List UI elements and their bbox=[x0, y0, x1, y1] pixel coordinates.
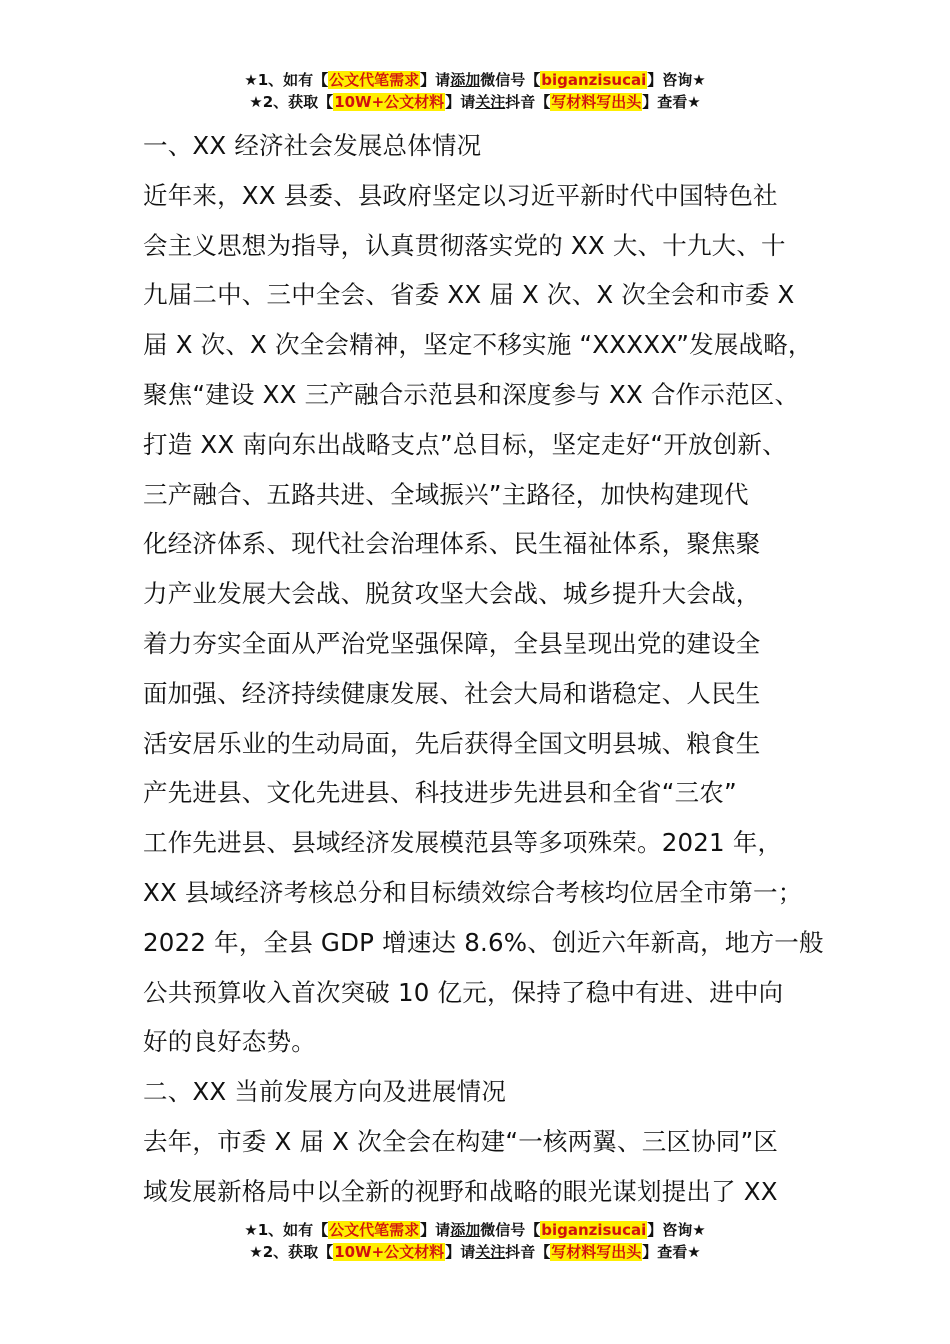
banner-text: 】请 bbox=[445, 1243, 476, 1261]
banner-text: 关注 bbox=[475, 1243, 506, 1261]
douyin-account[interactable]: 写材料写出头 bbox=[551, 93, 642, 111]
banner-text: 】请 bbox=[420, 71, 451, 89]
banner-row-1 bbox=[0, 70, 950, 92]
text-line: 工作先进县、县域经济发展模范县等多项殊荣。2021 年， bbox=[143, 828, 783, 858]
banner-text: 】请 bbox=[445, 93, 476, 111]
banner-text: 微信号【 bbox=[480, 71, 541, 89]
text-line: 会主义思想为指导，认真贯彻落实党的 XX 大、十九大、十 bbox=[143, 230, 786, 260]
wechat-id[interactable]: biganzisucai bbox=[541, 1221, 647, 1239]
document-body bbox=[143, 121, 833, 1217]
banner-text: 抖音【 bbox=[505, 93, 551, 111]
banner-row-1 bbox=[0, 1220, 950, 1242]
text-line: 公共预算收入首次突破 10 亿元，保持了稳中有进、进中向 bbox=[143, 977, 784, 1007]
text-line: 产先进县、文化先进县、科技进步先进县和全省“三农” bbox=[143, 778, 737, 808]
banner-text: 】查看★ bbox=[642, 93, 701, 111]
text-line: 力产业发展大会战、脱贫攻坚大会战、城乡提升大会战， bbox=[143, 579, 761, 609]
highlight-service: 公文代笔需求 bbox=[329, 71, 420, 89]
banner-text: ★1、如有【 bbox=[244, 1221, 329, 1239]
banner-text: 】咨询★ bbox=[647, 71, 706, 89]
text-line: 着力夯实全面从严治党坚强保障，全县呈现出党的建设全 bbox=[143, 628, 761, 658]
highlight-materials: 10W+公文材料 bbox=[334, 1243, 445, 1261]
text-line: 九届二中、三中全会、省委 XX 届 X 次、X 次全会和市委 X bbox=[143, 280, 795, 310]
banner-text: 关注 bbox=[475, 93, 506, 111]
banner-text: ★2、获取【 bbox=[249, 1243, 334, 1261]
banner-row-2 bbox=[0, 92, 950, 114]
text-line: 去年，市委 X 届 X 次全会在构建“一核两翼、三区协同”区 bbox=[143, 1126, 779, 1156]
highlight-materials: 10W+公文材料 bbox=[334, 93, 445, 111]
banner-text: 】查看★ bbox=[642, 1243, 701, 1261]
text-line: 2022 年，全县 GDP 增速达 8.6%、创近六年新高，地方一般 bbox=[143, 927, 824, 957]
wechat-id[interactable]: biganzisucai bbox=[541, 71, 647, 89]
text-line: 近年来，XX 县委、县政府坚定以习近平新时代中国特色社 bbox=[143, 180, 778, 210]
text-line: 活安居乐业的生动局面，先后获得全国文明县城、粮食生 bbox=[143, 728, 761, 758]
text-line: 域发展新格局中以全新的视野和战略的眼光谋划提出了 XX bbox=[143, 1176, 778, 1206]
text-line: 三产融合、五路共进、全域振兴”主路径，加快构建现代 bbox=[143, 479, 749, 509]
section-heading: 二、XX 当前发展方向及进展情况 bbox=[143, 1077, 507, 1107]
douyin-account[interactable]: 写材料写出头 bbox=[551, 1243, 642, 1261]
banner-text: 微信号【 bbox=[480, 1221, 541, 1239]
header-banner bbox=[0, 70, 950, 114]
banner-row-2 bbox=[0, 1242, 950, 1264]
text-line: 面加强、经济持续健康发展、社会大局和谐稳定、人民生 bbox=[143, 678, 761, 708]
text-line: 打造 XX 南向东出战略支点”总目标，坚定走好“开放创新、 bbox=[143, 429, 787, 459]
text-line: XX 县域经济考核总分和目标绩效综合考核均位居全市第一； bbox=[143, 877, 803, 907]
banner-text: ★2、获取【 bbox=[249, 93, 334, 111]
banner-text: 】咨询★ bbox=[647, 1221, 706, 1239]
banner-text: 】请 bbox=[420, 1221, 451, 1239]
text-line: 化经济体系、现代社会治理体系、民生福祉体系，聚焦聚 bbox=[143, 529, 761, 559]
footer-banner bbox=[0, 1220, 950, 1264]
text-line: 聚焦“建设 XX 三产融合示范县和深度参与 XX 合作示范区、 bbox=[143, 379, 800, 409]
text-line: 好的良好态势。 bbox=[143, 1027, 316, 1057]
banner-text: ★1、如有【 bbox=[244, 71, 329, 89]
banner-text: 添加 bbox=[450, 1221, 481, 1239]
banner-text: 抖音【 bbox=[505, 1243, 551, 1261]
text-line: 届 X 次、X 次全会精神，坚定不移实施 “XXXXX”发展战略， bbox=[143, 330, 813, 360]
section-heading: 一、XX 经济社会发展总体情况 bbox=[143, 131, 482, 160]
highlight-service: 公文代笔需求 bbox=[329, 1221, 420, 1239]
banner-text: 添加 bbox=[450, 71, 481, 89]
